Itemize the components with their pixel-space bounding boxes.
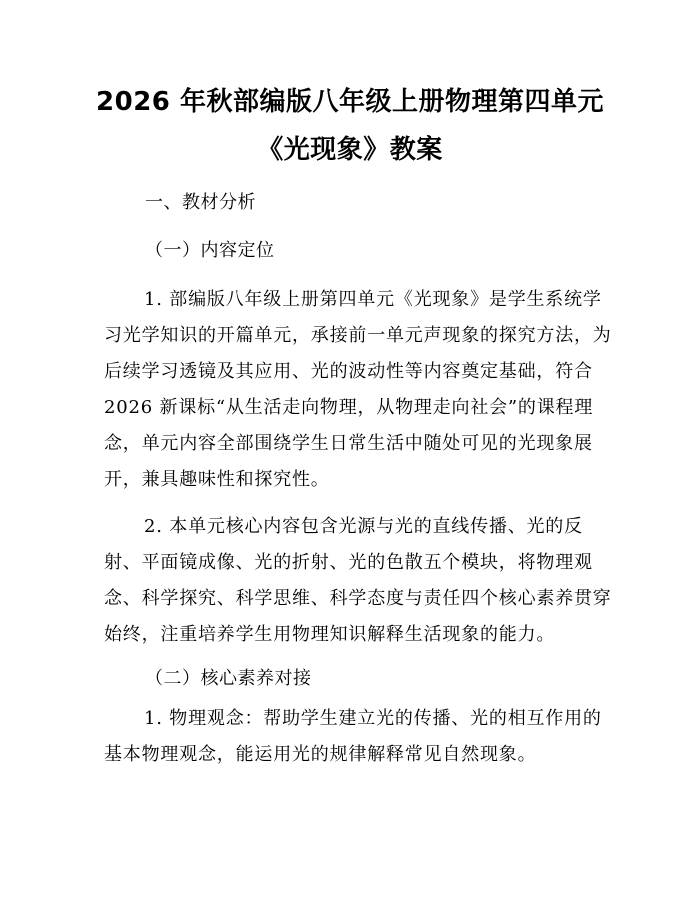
paragraph-line: 念，单元内容全部围绕学生日常生活中随处可见的光现象展 <box>104 433 593 454</box>
paragraph-line: 射、平面镜成像、光的折射、光的色散五个模块，将物理观 <box>104 552 593 573</box>
paragraph-physics-concepts <box>104 701 602 773</box>
paragraph-line: 2. 本单元核心内容包含光源与光的直线传播、光的反 <box>144 516 583 537</box>
document-title-line-1: 2026 年秋部编版八年级上册物理第四单元 <box>96 87 604 117</box>
subsection-heading-content-positioning: （一）内容定位 <box>145 240 275 261</box>
paragraph-line: 1. 物理观念：帮助学生建立光的传播、光的相互作用的 <box>144 708 602 729</box>
paragraph-line: 2026 新课标“从生活走向物理，从物理走向社会”的课程理 <box>104 397 594 418</box>
paragraph-unit-overview <box>104 282 612 498</box>
paragraph-line: 基本物理观念，能运用光的规律解释常见自然现象。 <box>104 744 537 765</box>
document-title-line-2: 《光现象》教案 <box>257 135 443 165</box>
paragraph-core-content <box>104 509 612 653</box>
subsection-heading-core-literacy: （二）核心素养对接 <box>145 668 312 689</box>
paragraph-line: 习光学知识的开篇单元，承接前一单元声现象的探究方法，为 <box>104 325 612 346</box>
paragraph-line: 1. 部编版八年级上册第四单元《光现象》是学生系统学 <box>144 289 602 310</box>
paragraph-line: 开，兼具趣味性和探究性。 <box>104 469 330 490</box>
section-heading-teaching-material-analysis: 一、教材分析 <box>145 192 256 213</box>
paragraph-line: 后续学习透镜及其应用、光的波动性等内容奠定基础，符合 <box>104 361 593 382</box>
paragraph-line: 念、科学探究、科学思维、科学态度与责任四个核心素养贯穿 <box>104 588 612 609</box>
paragraph-line: 始终，注重培养学生用物理知识解释生活现象的能力。 <box>104 624 556 645</box>
